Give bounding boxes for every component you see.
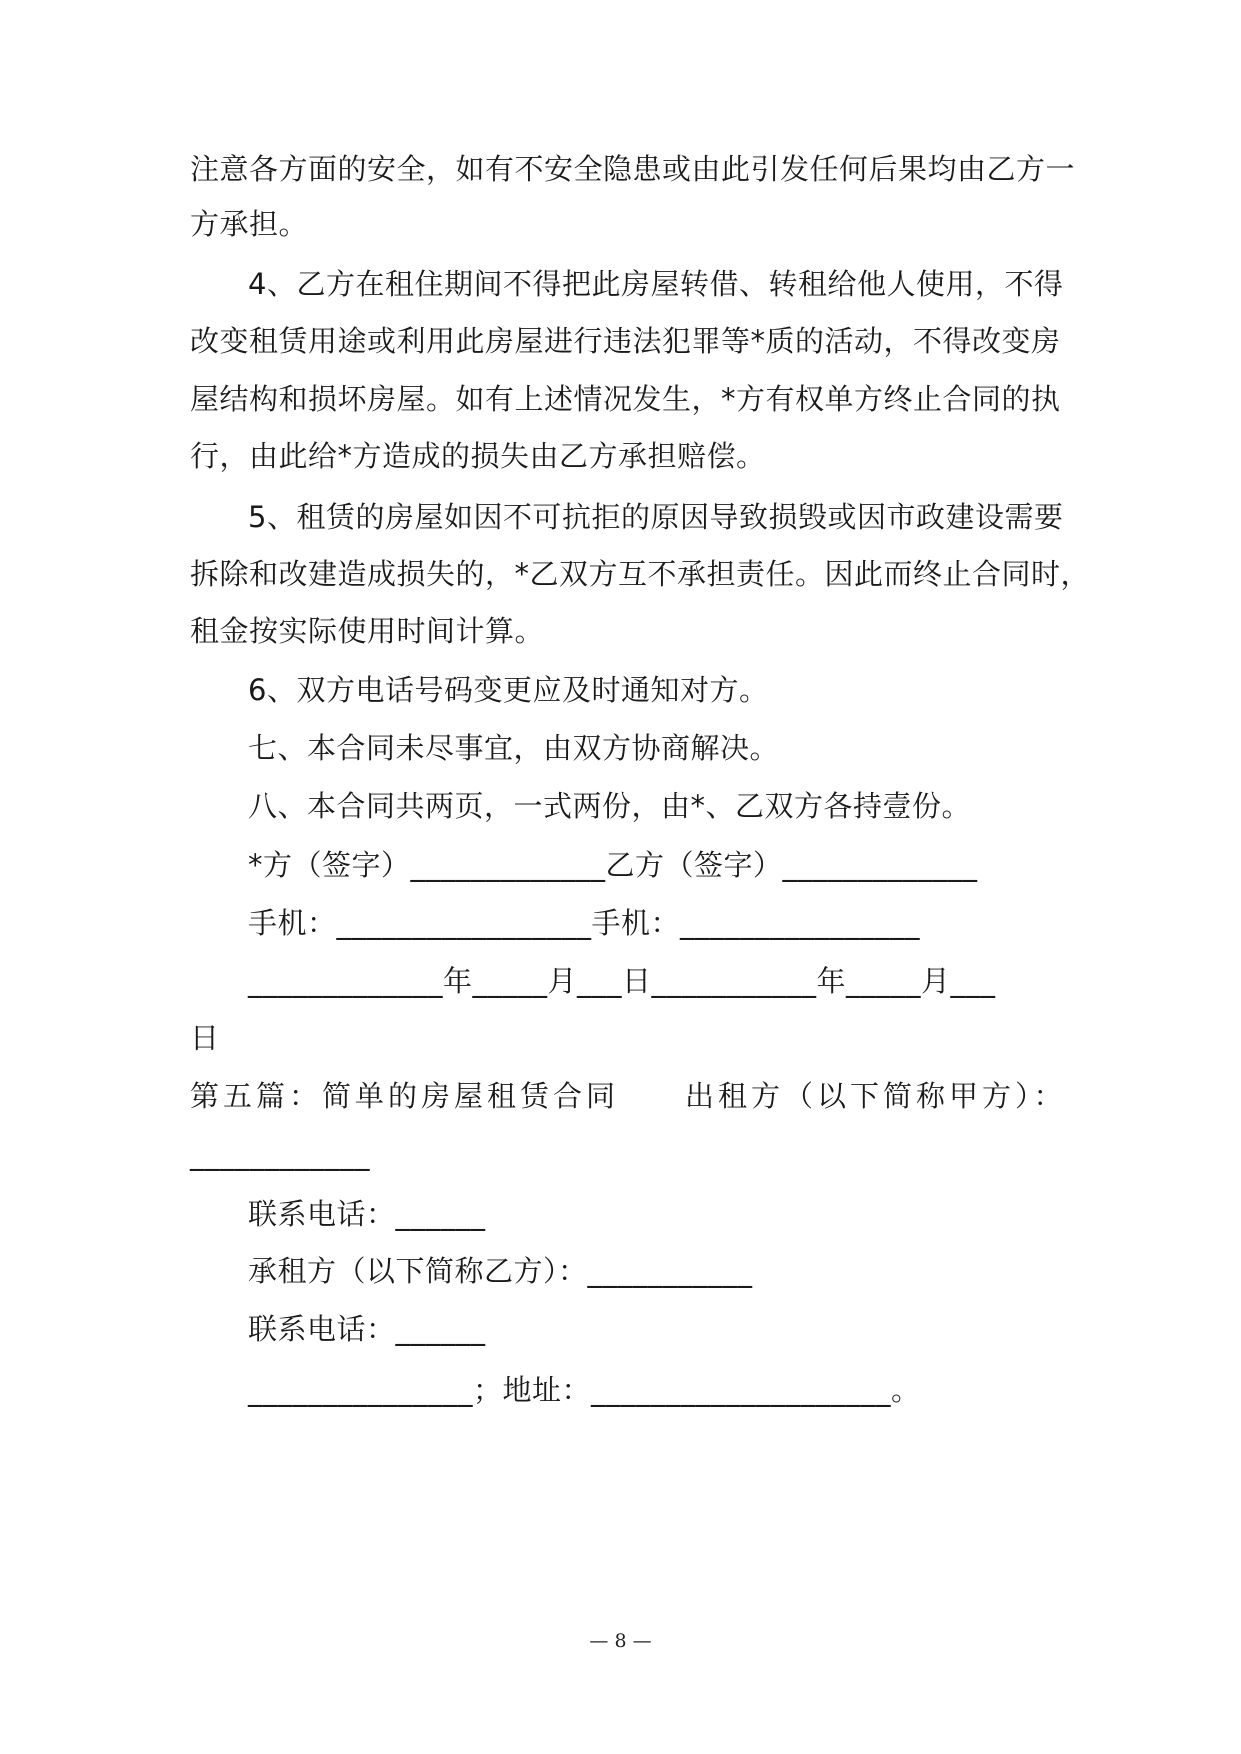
body-line: 注意各方面的安全，如有不安全隐患或由此引发任何后果均由乙方一 <box>190 152 1076 186</box>
body-line: 5、租赁的房屋如因不可抗拒的原因导致损毁或因市政建设需要 <box>248 500 1064 534</box>
body-line: 屋结构和损坏房屋。如有上述情况发生，*方有权单方终止合同的执 <box>190 382 1061 416</box>
address-line: _______________；地址：____________________。 <box>248 1373 921 1407</box>
body-line: 拆除和改建造成损失的，*乙双方互不承担责任。因此而终止合同时， <box>190 557 1091 591</box>
body-line: 行，由此给*方造成的损失由乙方承担赔偿。 <box>190 439 766 473</box>
body-line: 七、本合同未尽事宜，由双方协商解决。 <box>248 731 780 765</box>
tenant-line: 承租方（以下简称乙方）：___________ <box>248 1254 753 1288</box>
body-line: 日 <box>190 1021 220 1055</box>
body-line: 改变租赁用途或利用此房屋进行违法犯罪等*质的活动，不得改变房 <box>190 324 1061 358</box>
contact-line: 联系电话：______ <box>248 1312 486 1346</box>
body-line: 4、乙方在租住期间不得把此房屋转借、转租给他人使用，不得 <box>248 267 1064 301</box>
body-line: 6、双方电话号码变更应及时通知对方。 <box>248 673 769 707</box>
contact-line: 联系电话：______ <box>248 1197 486 1231</box>
section-heading: 第五篇：简单的房屋租赁合同 出租方（以下简称甲方）： <box>190 1079 1067 1113</box>
date-line: _____________年_____月___日___________年_____月___ <box>248 964 996 998</box>
phone-line: 手机：_________________手机：________________ <box>248 906 921 940</box>
body-line: 八、本合同共两页，一式两份，由*、乙双方各持壹份。 <box>248 789 972 823</box>
signature-line: *方（签字）_____________乙方（签字）_____________ <box>248 848 978 882</box>
page-number: — 8 — <box>589 1630 652 1652</box>
body-line: 租金按实际使用时间计算。 <box>190 614 545 648</box>
blank-line: ____________ <box>190 1137 370 1171</box>
body-line: 方承担。 <box>190 207 309 241</box>
